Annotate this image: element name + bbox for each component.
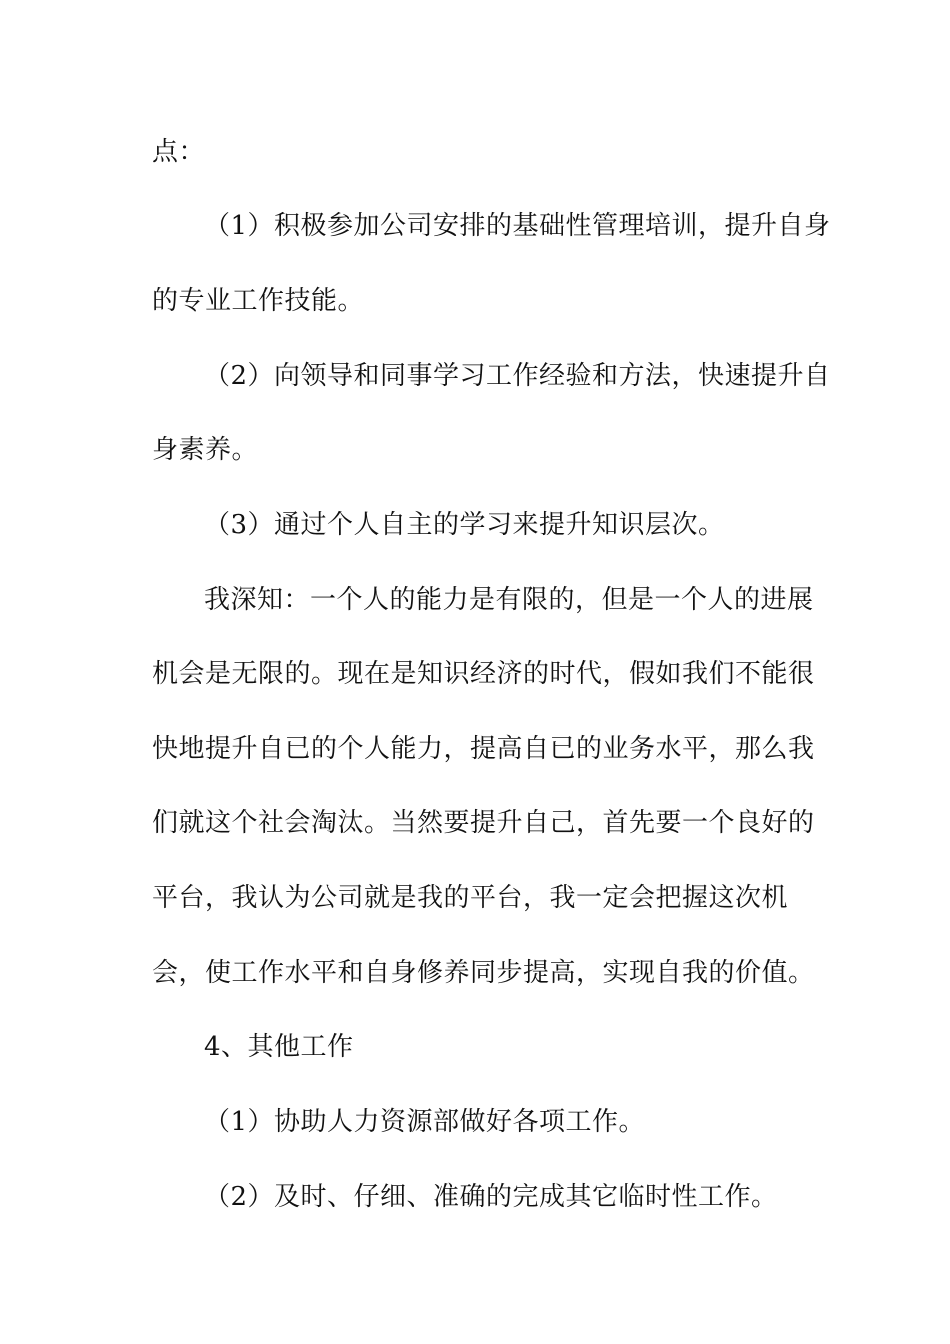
- section-heading: 4、其他工作: [204, 1032, 354, 1062]
- text-line: 快地提升自已的个人能力，提高自已的业务水平，那么我: [152, 734, 815, 764]
- text-line: 机会是无限的。现在是知识经济的时代，假如我们不能很: [152, 659, 815, 689]
- text-line: 的专业工作技能。: [152, 286, 365, 316]
- text-line: 会，使工作水平和自身修养同步提高，实现自我的价值。: [152, 958, 815, 988]
- text-line: （1）积极参加公司安排的基础性管理培训，提升自身: [204, 211, 831, 241]
- text-line: （1）协助人力资源部做好各项工作。: [204, 1107, 646, 1137]
- text-line: 们就这个社会淘汰。当然要提升自己，首先要一个良好的: [152, 808, 815, 838]
- text-line: （2）及时、仔细、准确的完成其它临时性工作。: [204, 1182, 778, 1212]
- text-line: 点：: [152, 137, 206, 167]
- text-line: （3）通过个人自主的学习来提升知识层次。: [204, 510, 725, 540]
- text-line: 平台，我认为公司就是我的平台，我一定会把握这次机: [152, 883, 789, 913]
- text-line: 身素养。: [152, 435, 259, 465]
- text-line: （2）向领导和同事学习工作经验和方法，快速提升自: [204, 361, 831, 391]
- text-line: 我深知：一个人的能力是有限的，但是一个人的进展: [204, 585, 814, 615]
